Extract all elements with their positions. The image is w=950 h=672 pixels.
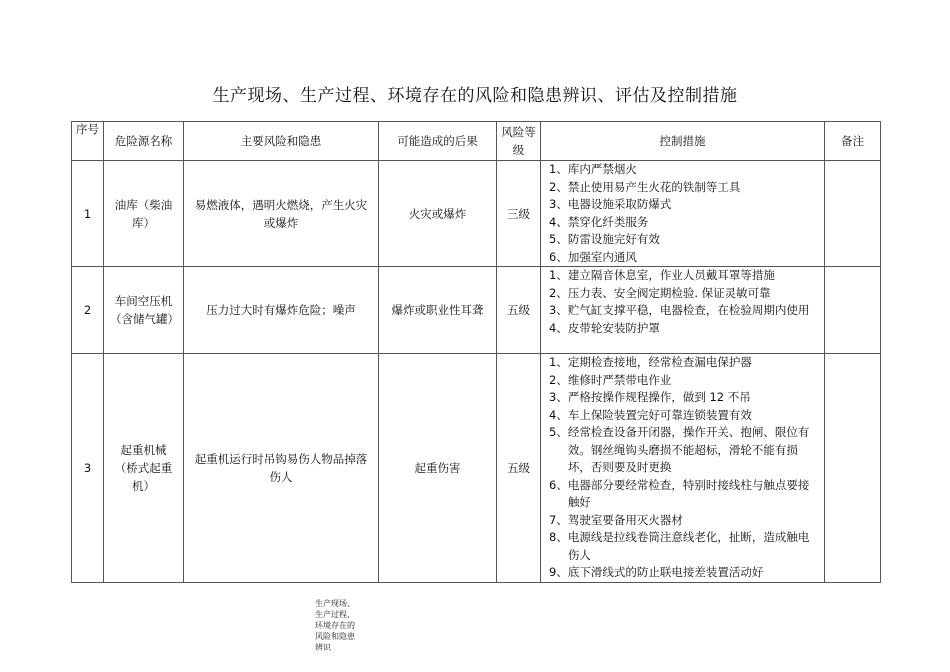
header-row [72, 122, 881, 161]
row-level: 五级 [497, 354, 541, 583]
measure-text: 驾驶室要备用灭火器材 [567, 512, 683, 527]
measure-number: 5、 [549, 232, 568, 246]
measure-item [549, 372, 820, 390]
row-level: 三级 [497, 161, 541, 267]
footnote-text: 生产现场、生产过程、环境存在的风险和隐患辨识 [315, 599, 355, 652]
measure-text: 电器设施采取防爆式 [567, 197, 672, 211]
measure-text: 加强室内通风 [567, 249, 637, 264]
row-remark [825, 161, 881, 267]
row-index: 2 [72, 267, 104, 354]
row-consequence: 火灾或爆炸 [379, 161, 497, 267]
measures-list [549, 161, 820, 265]
measure-item [549, 179, 820, 197]
header-consequence: 可能造成的后果 [379, 122, 497, 161]
measure-text: 压力表、安全阀定期检验. 保证灵敏可靠 [567, 285, 771, 300]
measure-number: 2、 [549, 372, 568, 387]
header-risk: 主要风险和隐患 [184, 122, 379, 161]
measure-number: 6、 [549, 477, 568, 492]
measure-item [549, 302, 820, 320]
measure-text: 皮带轮安装防护罩 [567, 320, 660, 335]
measure-text: 电器部分要经常检查，特别时接线柱与触点要接触好 [567, 477, 810, 509]
measure-text: 贮气缸支撑平稳，电器检查，在检验周期内使用 [567, 303, 810, 317]
measure-number: 6、 [549, 249, 568, 264]
table-row [72, 161, 881, 267]
row-risk: 起重机运行时吊钩易伤人物品掉落伤人 [184, 354, 379, 583]
measure-item [549, 231, 820, 249]
measure-text: 严格按操作规程操作，做到 12 不吊 [567, 390, 751, 404]
row-measures [541, 161, 825, 267]
row-index: 1 [72, 161, 104, 267]
measure-text: 车上保险装置完好可靠连锁装置有效 [567, 407, 752, 422]
measure-item [549, 424, 820, 477]
measure-item [549, 267, 820, 285]
page-title: 生产现场、生产过程、环境存在的风险和隐患辨识、评估及控制措施 [212, 86, 738, 106]
measure-number: 3、 [549, 390, 568, 404]
measure-number: 4、 [549, 320, 568, 335]
measure-number: 3、 [549, 197, 568, 211]
measure-item [549, 564, 820, 581]
measure-text: 建立隔音休息室，作业人员戴耳罩等措施 [567, 268, 775, 282]
row-index: 3 [72, 354, 104, 583]
measure-item [549, 407, 820, 425]
row-consequence: 爆炸或职业性耳聋 [379, 267, 497, 354]
header-source: 危险源名称 [104, 122, 184, 161]
row-remark [825, 267, 881, 354]
risk-table [71, 121, 881, 583]
row-remark [825, 354, 881, 583]
measure-number: 2、 [549, 179, 568, 194]
measure-item [549, 285, 820, 303]
table-row [72, 354, 881, 583]
measure-text: 禁穿化纤类服务 [567, 214, 649, 229]
measure-item [549, 196, 820, 214]
measure-number: 8、 [549, 530, 568, 544]
row-source: 起重机械（桥式起重机） [104, 354, 184, 583]
measure-number: 7、 [549, 512, 568, 527]
measure-number: 9、 [549, 565, 568, 579]
measure-item [549, 354, 820, 372]
measures-list [549, 267, 820, 353]
row-measures [541, 267, 825, 354]
measure-text: 底下滑线式的防止联电接差装置活动好 [567, 565, 764, 579]
row-source: 车间空压机（含储气罐） [104, 267, 184, 354]
header-remark: 备注 [825, 122, 881, 161]
measure-number: 1、 [549, 355, 568, 369]
measure-item [549, 512, 820, 530]
row-measures [541, 354, 825, 583]
measure-text: 维修时严禁带电作业 [567, 372, 672, 387]
measure-item [549, 161, 820, 179]
table-row [72, 267, 881, 354]
row-risk: 压力过大时有爆炸危险；噪声 [184, 267, 379, 354]
measure-item [549, 249, 820, 266]
measure-number: 1、 [549, 268, 568, 282]
row-consequence: 起重伤害 [379, 354, 497, 583]
measure-number: 4、 [549, 407, 568, 422]
header-level: 风险等级 [497, 122, 541, 161]
measure-number: 5、 [549, 425, 568, 439]
measures-list [549, 354, 820, 581]
header-measures: 控制措施 [541, 122, 825, 161]
row-source: 油库（柴油库） [104, 161, 184, 267]
measure-text: 防雷设施完好有效 [567, 232, 660, 246]
measure-text: 经常检查设备开闭器，操作开关、抱闸、限位有效。钢丝绳钩头磨损不能超标，滑轮不能有损坏，否则要及时更换 [567, 425, 810, 474]
measure-item [549, 389, 820, 407]
measure-text: 定期检查接地，经常检查漏电保护器 [567, 355, 752, 369]
row-risk: 易燃液体，遇明火燃烧，产生火灾或爆炸 [184, 161, 379, 267]
measure-number: 3、 [549, 303, 568, 317]
measure-item [549, 214, 820, 232]
measure-number: 2、 [549, 285, 568, 300]
measure-item [549, 320, 820, 338]
row-level: 五级 [497, 267, 541, 354]
measure-item [549, 477, 820, 512]
measure-text: 禁止使用易产生火花的铁制等工具 [567, 179, 741, 194]
measure-text: 电源线是拉线卷筒注意线老化，扯断，造成触电伤人 [567, 530, 810, 562]
measure-text: 库内严禁烟火 [567, 162, 637, 176]
measure-number: 1、 [549, 162, 568, 176]
measure-item [549, 529, 820, 564]
header-index: 序号 [72, 122, 104, 161]
measure-number: 4、 [549, 214, 568, 229]
